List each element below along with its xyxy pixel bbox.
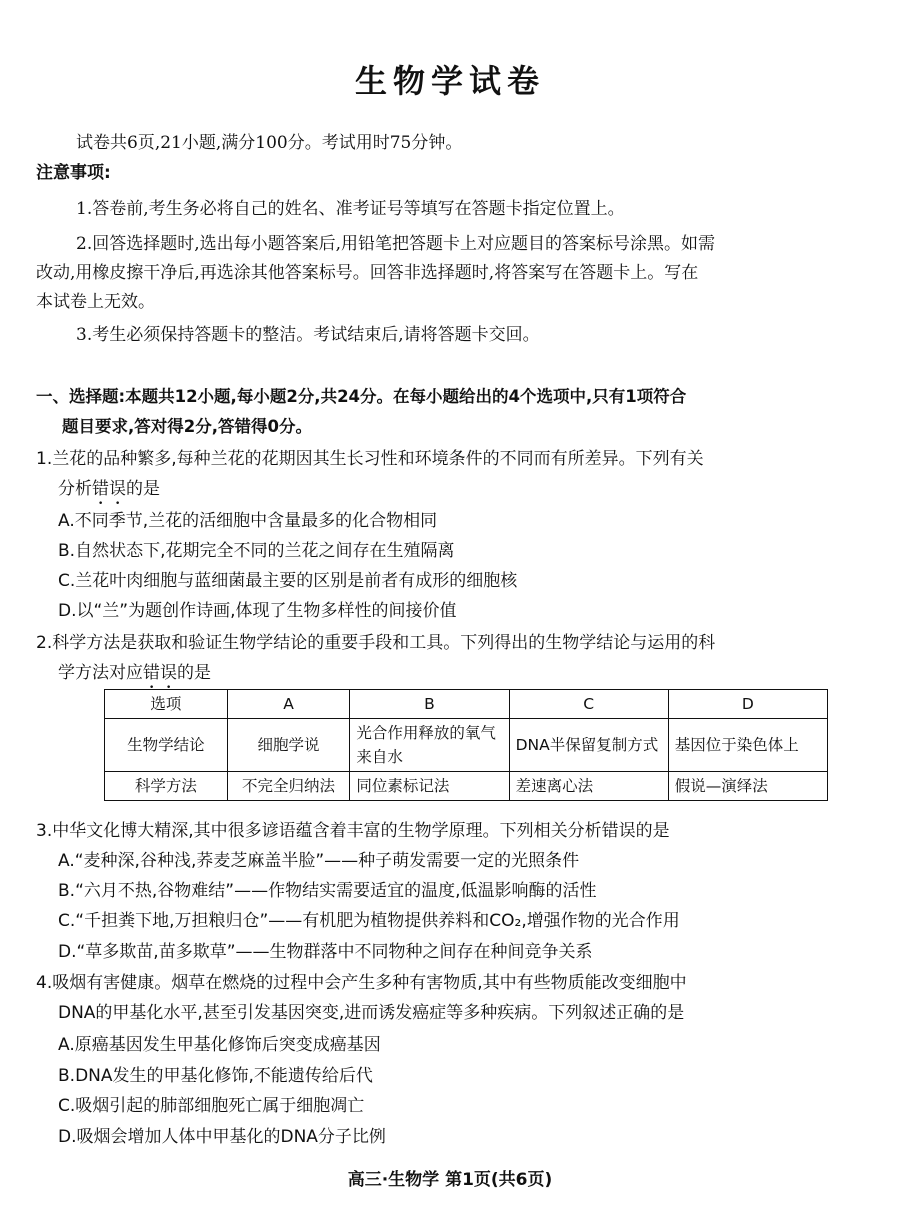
table-cell: 基因位于染色体上 xyxy=(668,719,827,772)
q3-option-d: D.“草多欺苗,苗多欺草”——生物群落中不同物种之间存在种间竞争关系 xyxy=(58,942,593,962)
q3-option-b: B.“六月不热,谷物难结”——作物结实需要适宜的温度,低温影响酶的活性 xyxy=(58,881,597,901)
table-cell: 同位素标记法 xyxy=(350,772,509,801)
q3-option-a: A.“麦种深,谷种浅,荞麦芝麻盖半脸”——种子萌发需要一定的光照条件 xyxy=(58,851,580,871)
section-heading-line-2: 题目要求,答对得2分,答错得0分。 xyxy=(62,417,312,436)
q4-stem-line-2: DNA的甲基化水平,甚至引发基因突变,进而诱发癌症等多种疾病。下列叙述正确的是 xyxy=(58,1003,685,1023)
table-cell: 光合作用释放的氧气来自水 xyxy=(350,719,509,772)
notice-item-2-line-2: 改动,用橡皮擦干净后,再选涂其他答案标号。回答非选择题时,将答案写在答题卡上。写在 xyxy=(36,263,699,283)
section-heading-line-1: 一、选择题:本题共12小题,每小题2分,共24分。在每小题给出的4个选项中,只有1项符合 xyxy=(36,387,687,406)
table-cell: 不完全归纳法 xyxy=(227,772,350,801)
notice-heading: 注意事项: xyxy=(36,163,111,183)
q4-option-a: A.原癌基因发生甲基化修饰后突变成癌基因 xyxy=(58,1035,381,1055)
table-row xyxy=(105,772,828,801)
q1-stem-line-2: 分析错误的是 xyxy=(58,479,160,499)
notice-item-2-line-1: 2.回答选择题时,选出每小题答案后,用铅笔把答题卡上对应题目的答案标号涂黑。如需 xyxy=(76,234,716,254)
q2-stem-line-2: 学方法对应错误的是 xyxy=(58,663,211,683)
emphasis-word: 错误 xyxy=(143,663,177,683)
q4-stem-line-1: 4.吸烟有害健康。烟草在燃烧的过程中会产生多种有害物质,其中有些物质能改变细胞中 xyxy=(36,973,687,993)
table-cell: DNA半保留复制方式 xyxy=(509,719,668,772)
table-header-row xyxy=(105,690,828,719)
q1-option-c: C.兰花叶肉细胞与蓝细菌最主要的区别是前者有成形的细胞核 xyxy=(58,571,518,591)
table-header-cell: B xyxy=(350,690,509,719)
table-header-cell: D xyxy=(668,690,827,719)
table-cell: 假说—演绎法 xyxy=(668,772,827,801)
notice-item-1: 1.答卷前,考生务必将自己的姓名、准考证号等填写在答题卡指定位置上。 xyxy=(76,199,625,219)
q3-option-c: C.“千担粪下地,万担粮归仓”——有机肥为植物提供养料和CO₂,增强作物的光合作用 xyxy=(58,911,680,931)
q4-option-d: D.吸烟会增加人体中甲基化的DNA分子比例 xyxy=(58,1127,386,1147)
page-footer: 高三·生物学 第1页(共6页) xyxy=(347,1170,553,1190)
q4-option-b: B.DNA发生的甲基化修饰,不能遗传给后代 xyxy=(58,1066,373,1086)
page-title: 生物学试卷 xyxy=(354,62,545,100)
exam-intro: 试卷共6页,21小题,满分100分。考试用时75分钟。 xyxy=(76,133,463,153)
notice-item-2-line-3: 本试卷上无效。 xyxy=(36,292,155,312)
emphasis-word: 错误 xyxy=(92,479,126,499)
q2-stem-line-1: 2.科学方法是获取和验证生物学结论的重要手段和工具。下列得出的生物学结论与运用的科 xyxy=(36,633,716,653)
q3-stem: 3.中华文化博大精深,其中很多谚语蕴含着丰富的生物学原理。下列相关分析错误的是 xyxy=(36,821,670,841)
q1-option-d: D.以“兰”为题创作诗画,体现了生物多样性的间接价值 xyxy=(58,601,457,621)
table-header-cell: 选项 xyxy=(105,690,228,719)
table-cell: 生物学结论 xyxy=(105,719,228,772)
q1-option-a: A.不同季节,兰花的活细胞中含量最多的化合物相同 xyxy=(58,511,438,531)
notice-item-3: 3.考生必须保持答题卡的整洁。考试结束后,请将答题卡交回。 xyxy=(76,325,540,345)
table-header-cell: A xyxy=(227,690,350,719)
table-cell: 细胞学说 xyxy=(227,719,350,772)
table-header-cell: C xyxy=(509,690,668,719)
table-cell: 差速离心法 xyxy=(509,772,668,801)
q1-stem-line-1: 1.兰花的品种繁多,每种兰花的花期因其生长习性和环境条件的不同而有所差异。下列有关 xyxy=(36,449,704,469)
table-row xyxy=(105,719,828,772)
q1-option-b: B.自然状态下,花期完全不同的兰花之间存在生殖隔离 xyxy=(58,541,455,561)
q4-option-c: C.吸烟引起的肺部细胞死亡属于细胞凋亡 xyxy=(58,1096,365,1116)
table-cell: 科学方法 xyxy=(105,772,228,801)
methods-table xyxy=(104,689,828,801)
